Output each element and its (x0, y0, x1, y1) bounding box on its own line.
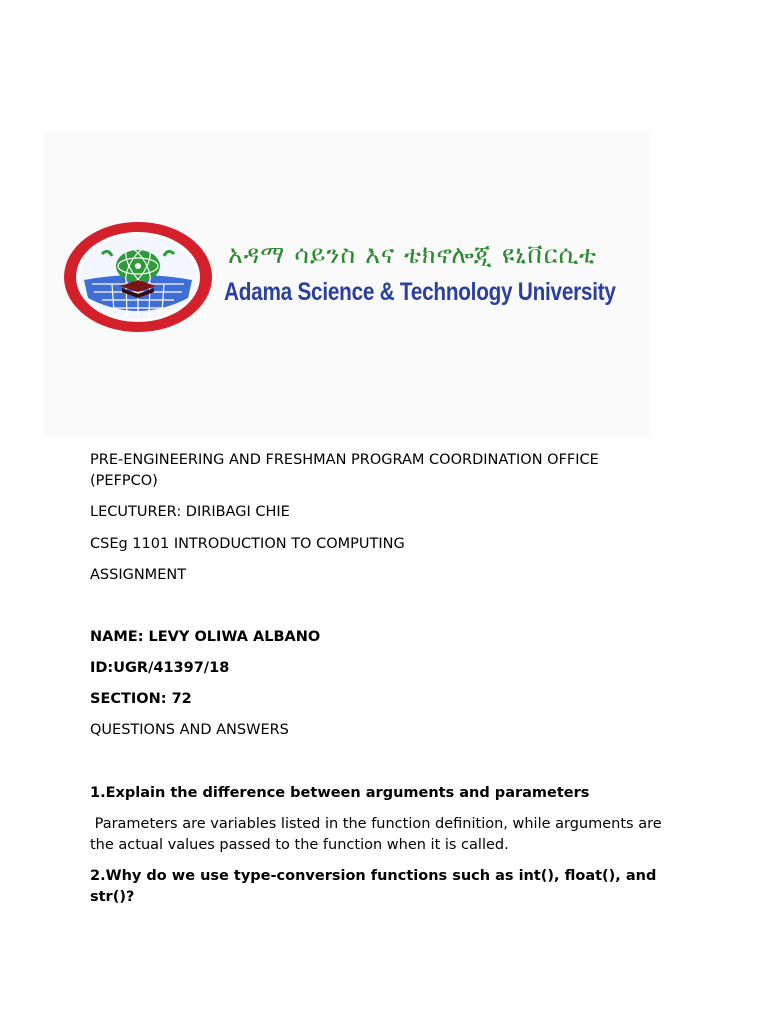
university-name-amharic: አዳማ ሳይንስ እና ቴክኖሎጂ ዩኒቨርሲቲ (228, 240, 598, 269)
student-name: NAME: LEVY OLIWA ALBANO (90, 629, 321, 645)
document-type: ASSIGNMENT (90, 567, 187, 583)
student-section: SECTION: 72 (90, 691, 192, 707)
question-2: 2.Why do we use type-conversion functions such as int(), float(), and str()? (90, 868, 657, 905)
student-id: ID:UGR/41397/18 (90, 660, 230, 676)
university-banner (44, 132, 650, 436)
course-line: CSEg 1101 INTRODUCTION TO COMPUTING (90, 536, 405, 552)
qa-heading: QUESTIONS AND ANSWERS (90, 722, 289, 738)
university-name-english: Adama Science & Technology University (224, 278, 616, 306)
office-name: PRE-ENGINEERING AND FRESHMAN PROGRAM COORDINATION OFFICE (PEFPCO) (90, 452, 599, 489)
question-1: 1.Explain the difference between arguments and parameters (90, 785, 590, 801)
answer-1: Parameters are variables listed in the function definition, while arguments are the actual values passed to the function when it is called. (90, 816, 667, 853)
university-seal-logo (62, 220, 214, 334)
lecturer-line: LECUTURER: DIRIBAGI CHIE (90, 504, 290, 520)
